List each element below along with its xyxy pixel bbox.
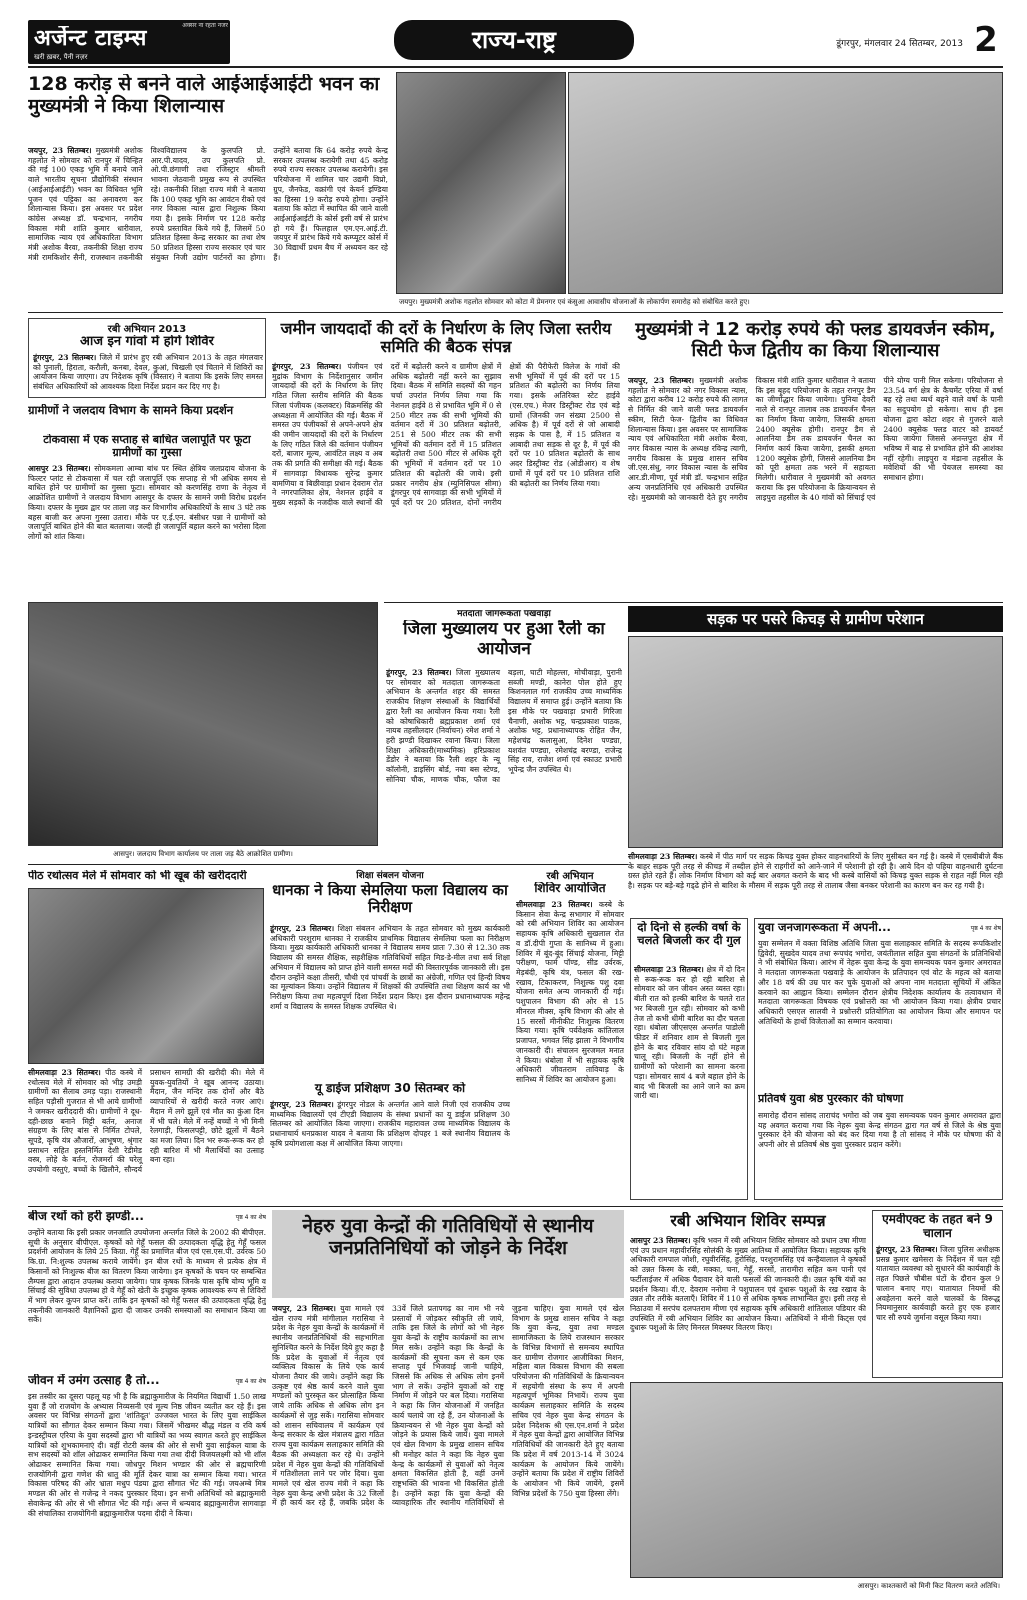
story-pith-fair	[28, 868, 264, 1200]
story-youth-awareness	[754, 918, 1003, 1200]
award-headline: प्रतिवर्ष युवा श्रेष्ठ पुरस्कार की घोषणा	[758, 1093, 904, 1105]
story-land-rates	[272, 318, 620, 598]
logo-tagline-top: अक्सर ना रहता नजर	[182, 22, 228, 29]
pith-photo	[28, 888, 264, 1064]
nehru-body	[272, 1304, 624, 1586]
rabidone-photo-caption: आसपुर। काश्तकारों को मिनी किट वितरण करते अतिथि।	[857, 1582, 1000, 1590]
rabi2013-body	[33, 353, 263, 397]
mv-body	[876, 1245, 1000, 1377]
land-body	[272, 362, 620, 596]
rule-row2	[384, 602, 1003, 603]
life-body: इस तस्वीर का दूसरा पहलू यह भी है कि ब्रह्माकुमारीज के नियमित विद्यार्थी 1.50 लाख युवा हैं जो राजयोग के अभ्यास निव्यसनी एवं मूल्य निष्ठ जीवन व्यतीत कर रहे हैं। इस अवसर पर विभिन्न संगठनों द्वारा 'शांतिदूत' उज्जवल भारत के लिए युवा साईकिल यात्रियों का सौगात देकर सम्मान किया गया। जिसमें भीखमर बौद्ध मंडल व रवि कर्ष इन्डस्ट्रीयल एरिया के युवा सदस्यों द्वारा भी यात्रियों का भव्य स्वागत करते हुए साईकिल यात्रियों को शुभकामनाएं दी। वहीं रोटरी क्लब की ओर से सभी युवा साईकल यात्रा के सभ सदस्यों को शॉल ओढाकर सम्मानित किया गया तथा दीदी विजयलक्ष्मी को भी शॉल ओढाकर सम्मानित किया गया। जोधपुर मिशन भण्डार की ओर से ब्रह्मचारिणी राजयोगिनी द्वारा गणेश की धातु की मूर्ति देकर यात्रा का सम्मान किया गया। भारत विकास परिषद की ओर भ्राता मधुप पंडया द्वारा सौगात भेंट की गई। जयअम्बे मित्र मण्डल की ओर से गजेन्द्र ने नकद पुरस्कार दिया। इन सभी अतिथियों को ब्रह्माकुमारी सेवाकेन्द्र की ओर से भी सौगात भेंट की गई। अन्त में धन्यवाद ब्रह्माकुमारीज सागवाड़ा की संचालिका राजयोगिनी ब्रह्माकुमारीज पदमा दीदी ने किया।	[28, 1392, 266, 1518]
protest-body-text: सोमकमला आम्बा बांध पर स्थित क्षेत्रिय जलप्रदाय योजना के फिल्टर प्लांट से टोकवासा में चल रही जलापूर्ति एक सप्ताह से भी अधिक समय से बाधित होने पर ग्रामीणों का गुस्सा फूटा। सोमवार को करणसिंह राणा के नेतृत्व में आक्रोशित ग्रामीणों ने जलदाय विभाग आसपुर के दफ्तर के सामने जमी विरोध प्रदर्शन किया। दफ्तर के मुख्य द्वार पर ताला जड़ कर विभागीय अधिकारियों के साथ 3 घंटे तक बहस बाजी कर अपना गुस्सा उतारा। मौके पर ए.ई.एन. बंसीधर पन्ना ने ग्रामीणों को जलापूर्ति बाधित होने की बात बतलाया। जल्दी ही जलापूर्ति बहाल करने का भरोसा दिला लोगों को शांत किया।	[28, 464, 266, 542]
rabidone-headline: रबी अभियान शिविर सम्पन्न	[670, 1212, 826, 1230]
rabidone-body-text: कृषि भवन में रबी अभियान शिविर सोमवार को प्रधान उषा मीणा एवं उप प्रधान महावीरसिंह सोलंकी के मुख्य आतिथ्य में आयोजित किया। सहायक कृषि अधिकारी रामपाल जोशी, रघुवीरसिंह, हुरोसिंह, परशुरामसिंह एवं कन्हैयालाल ने कृषकों को उन्नत किस्म के रबी, मक्का, चना, गेहूँ, सरसों, तारामीरा सहित कम पानी एवं फर्टीलाईजर में अधिक पैदावार देने वाली फसलों की जानकारी दी। उन्नत कृषि यंत्रों का प्रदर्शन किया। वी.ए. देवराम ननोमा ने पशुपालन एवं दुधारू पशुओं के रख रखाव के उन्नत तौर तरीके बतलाएँ। शिविर में 110 से अधिक कृषक लाभान्वित हुए। इसी तरह से निठाउवा में सरपंच दलपतराम मीणा एवं सहायक कृषि अधिकारी शांतिलाल पडियार की उपस्थिति में रबी अभियान शिविर का आयोजन किया। अतिथियों ने मीनी किट्स एवं दुधारू पशुओं के लिए मिनरल मिक्स्चर वितरण किए।	[630, 1236, 866, 1333]
land-body-text: पंजीयन एवं मुद्रांक विभाग के निर्देशानुसार जमीन जायदादों की दरों के निर्धारण के लिए गठित जिला स्तरीय समिति की बैठक जिला पंजीयक (कलक्टर) विक्रमसिंह की अध्यक्षता में आयोजित की गई। बैठक में समस्त उप पंजीयकों से अपने-अपने क्षेत्र की जमीन जायदादों की दरों के निर्धारण के लिए गठित जिले की वर्तमान पंजीयन दरों, बाजार मूल्य, आवंटित लक्ष्य व अब तक की प्रगति की समीक्षा की गई। बैठक में सागवाड़ा विधायक सुरेन्द्र कुमार बामणिया व बिछीवाड़ा प्रधान देवराम रोत ने नगरपालिका क्षेत्र, नेशनल हाईवे व मुख्य सड़कों के नजदीक वाले स्थानों की दरों में बढ़ोतरी करने व ग्रामीण क्षेत्रों में अधिक बढ़ोतरी नहीं करने का सुझाव दिया। बैठक में समिति सदस्यों की गहन चर्चा उपरांत निर्णय लिया गया कि नेशनल हाईवे 8 से प्रभावित भूमि में 0 से 250 मीटर तक की सभी भूमियों की वर्तमान दरों में 30 प्रतिशत बढ़ोतरी, 251 से 500 मीटर तक की सभी भूमियों की वर्तमान दरों में 15 प्रतिशत बढ़ोतरी तथा 500 मीटर से अधिक दूरी की भूमियों में वर्तमान दरों पर 10 प्रतिशत की बढ़ोतरी की जाये। इसी प्रकार नगरीय क्षेत्र (म्युनिसिपल सीमा) डूंगरपुर एवं सागवाड़ा की सभी भूमियों में पूर्व दरों पर 20 प्रतिशत, दोनों नगरीय क्षेत्रों की पैरीफेरी विलेज के गांवों की सभी भूमियों में पूर्व की दरों पर 15 प्रतिशत की बढ़ोतरी का निर्णय लिया गया। इसके अतिरिक्त स्टेट हाईवे (एस.एच.) मेजर डिस्ट्रीक्ट रोड एवं बड़े ग्रामों (जिनकी जन संख्या 2500 से अधिक है) में पूर्व दरों से जो आबादी सड़क के पास है, में 15 प्रतिशत व आबादी तथा सड़क से दूर है, में पूर्व की दरों पर 10 प्रतिशत बढ़ोतरी के साथ अदर डिस्ट्रीक्ट रोड (ओडीआर) व शेष ग्रामों में पूर्व दरों पर 10 प्रतिशत राशि की बढ़ोतरी का निर्णय लिया गया।	[272, 362, 620, 508]
logo-text: अर्जेन्ट टाइम्स	[34, 26, 147, 51]
story-life-joy	[28, 1374, 266, 1588]
story-flood	[628, 318, 1003, 598]
rule-row1	[28, 312, 1003, 313]
story-rabi-2013	[28, 318, 266, 398]
masthead-rule	[28, 66, 1003, 68]
rally-headline: जिला मुख्यालय पर हुआ रैली का आयोजन	[403, 620, 605, 659]
rabicamp-headline: शिविर आयोजित	[534, 882, 606, 895]
flood-body	[628, 376, 1003, 596]
story-mv-act	[872, 1210, 1003, 1378]
rule-row3	[28, 864, 628, 865]
rally-kicker: मतदाता जागरूकता पखवाड़ा	[457, 609, 551, 619]
rabidone-body	[630, 1236, 866, 1376]
udise-body	[270, 1100, 510, 1198]
seed-body: उन्होंने बताया कि इसी प्रकार जनजाति उपयोजना अन्तर्गत जिले के 2002 की बीपीएल. सूची के अनुसार बीपीएल. कृषकों को गेहूँ फसल की उत्पादकता वृद्धि हेतु गेहूँ फसल प्रदर्शनी आयोजन के लिये 25 किग्रा. गेहूँ का प्रमाणित बीज एवं एस.एस.पी. उर्वरक 50 कि.ग्रा. नि:शुल्क उपलब्ध कराये जायेंगे। इन बीज रथों के माध्यम से प्रत्येक क्षेत्र में किसानों को निःशुल्क बीज का वितरण किया जायेगा। इन कृषकों के चयन पर सम्बन्धित लैम्पस द्वारा आदान उपलब्ध कराया जायेगा। पात्र कृषक जिनके पास कृषि योग्य भूमि व सिंचाई की सुविधा उपलब्ध हो वे गेहूँ को खेती के इच्छुक कृषक आवश्यक रूप से शिविरों में भाग लेकर कूपन प्राप्त करें। ताकि इन कृषकों को गेहूँ फसल की उत्पादकता वृद्धि हेतु तकनीकी जानकारी वैज्ञानिकों द्वारा दी जाकर उनकी समस्याओं का समाधान किया जा सकें।	[28, 1228, 266, 1325]
rabicamp-body-text: कस्बे के किसान सेवा केन्द्र सभागार में सोमवार को रबी अभियान शिविर का आयोजन सहायक कृषि अधिकारी सुखलाल रोत व डॉ.दीपी गुप्ता के सानिध्य में हुआ। शिविर में बूंद-बूंद सिंचाई योजना, मिट्टी परीक्षण, फार्म पॉण्ड, सीड उर्वरक, मेड़बंदी, कृषि यंत्र, फसल की रख-रखाव, टिकाकरण, निशुल्क पशु दवा योजना समेत अन्य जानकारी दी गई। पशुपालन विभाग की ओर से 15 मीनरल मीक्स, कृषि विभाग की ओर से 15 सरसों मीनीकीट निःशुल्क वितरण किया गया। कृषि पर्यवेक्षक कांतिलाल प्रजापत, भगवत सिंह झाला ने विभागीय जानकारी दी। संचालन सुरजमल मनात ने किया। धंबोला में भी सहायक कृषि अधिकारी जीवतराम तावियाड़ के सानिध्य में शिविर का आयोजन हुआ।	[516, 900, 624, 1084]
rabi2013-dateline: डूंगरपुर, 23 सितम्बर।	[33, 353, 97, 362]
protest-headline: ग्रामीणों ने जलदाय विभाग के सामने किया प्रदर्शन	[28, 404, 234, 417]
story-iiit	[28, 72, 618, 308]
iiit-photo-cm	[396, 72, 566, 294]
story-nehru-yuva	[272, 1210, 624, 1588]
pith-body-text: पीठ कस्बे में रथोत्सव मेले में सोमवार को भीड़ उमड़ी ग्रामीणों का सैलाब उमड़ पड़ा। राजस्थानी सहित पड़ौसी गुजरात से भी आये ग्रामीणों ने जमकर खरीददारी की। ग्रामीणों ने दूध-दही-छाछ बनाने मिट्टी बर्तन, अनाज संग्रहण के लिए बांस से निर्मित टोपले, सूपडे, कृषि यंत्र औजारों, आभूषण, श्रृंगार प्रसाधन सहित हस्तनिर्मित देशी रेडीमेड वस्त्र, लोहे के बर्तन, रोजमर्रा की घरेलू उपयोगी वस्तुएं, बच्चों के खिलौने, सौन्दर्य प्रसाधन सामग्री की खरीदी की। मेले में युवक-युवतियों ने खूब आनन्द उठाया। मैदान, जैन मन्दिर तक दोनों और बैठे व्यापारियों से खरीदी करते नजर आएं। मैदान में लगे झूलें एवं मौत का कुंआ दिन में भी चले। मेले में नन्हें बच्चों ने भी मिनी रेलगाड़ी, फिसलपट्टी, छोटे झूलों में बैठने का मजा लिया। दिन भर रूक-रूक कर हो रही बारिश में भी मैलार्थियों का उत्साह बना रहा।	[28, 1068, 264, 1175]
rule-row4	[28, 1206, 1003, 1207]
rain-body-text: क्षेत्र में दो दिन से रूक-रूक कर हो रही बारिश से सोमवार को जन जीवन अस्त व्यस्त रहा। बीती रात को हल्की बारिश के चलते रात भर बिजली गुल रही। सोमवार को कभी तेज तो कभी धीमी बारिश का दौर चलता रहा। धंबोला जीएसएस अन्तर्गत पाडोली फीडर में शनिवार शाम से बिजली गुल होने के बाद रविवार सांय दो घंटे महज चालू रही। बिजली के नहीं होने से ग्रामीणों को परेशानी का सामना करना पड़ा। सोमवार सायं 4 बजे बहाल होने के बाद भी बिजली का आने जाने का क्रम जारी था।	[634, 965, 745, 1101]
logo-tagline-bottom: खरी ख़बर, पैनी नज़र	[34, 53, 88, 61]
pith-headline: पीठ रथोत्सव मेले में सोमवार को भी खूब की खरीददारी	[28, 870, 247, 882]
youth-headline: युवा जनजागरूकता में अपनी...	[758, 921, 891, 934]
dhanka-dateline: डूंगरपुर, 23 सितम्बर।	[270, 924, 335, 933]
protest-body	[28, 464, 266, 594]
story-rabi-camp	[516, 868, 624, 1200]
protest-photo	[28, 602, 378, 846]
rally-body-text: जिला मुख्यालय पर सोमवार को मतदाता जागरूकता अभियान के अन्तर्गत शहर की समस्त राजकीय शिक्षण संस्थाओं के विद्यार्थियों द्वारा रैली का आयोजन किया गया। रैली को कोषाधिकारी ब्रह्मप्रकाश शर्मा एवं नायब तहसीलदार (निर्वाचन) रमेश शर्मा ने हरी झण्डी दिखाकर रवाना किया। जिला शिक्षा अधिकारी(माध्यमिक) हरिप्रकाश डेंडोर ने बताया कि रैली शहर के न्यू कॉलोनी, डाइसिंग बोर्ड, नया बस स्टेण्ड, सोनिया चौक, माणक चौक, फौज का बड़ला, घाटी मोहल्ला, मोचीवाड़ा, पुरानी सब्जी मण्डी, कानेरा पोल होते हुए किशनलाल गर्ग राजकीय उच्च माध्यमिक विद्यालय में समाप्त हुई। उन्होंने बताया कि इस मौके पर पखवाड़ा प्रभारी गिरिजा चैनाणी, अशोक भट्ट, चन्द्रप्रकाश पाठक, अशोक भट्ट, प्रधानाध्यापक रोहित जैन, महेशचंद्र कलासुआ, दिनेश पण्ड्या, यशवंत पण्ड्या, रमेशचंद्र बरण्डा, राजेन्द्र सिंह राव, राजेश शर्मा एवं स्काउट प्रभारी भूपेन्द्र जैन उपस्थित थे।	[386, 668, 622, 784]
rain-body	[634, 965, 745, 1197]
life-jump: पृष्ठ 4 का शेष	[235, 1378, 266, 1385]
flood-body-text: मुख्यमंत्री अशोक गहलोत ने सोमवार को नगर विकास न्यास, कोटा द्वारा करीब 12 करोड़ रुपये की लागत से निर्मित की जाने वाली फ्लड डायवर्जन स्कीम, सिटी फेज- द्वितीय का विधिवत शिलान्यास किया। इस अवसर पर सामाजिक न्याय एवं अधिकारिता मंत्री अशोक बैरवा, नगर विकास न्यास के अध्यक्ष रविन्द्र त्यागी, नगरीय विकास के प्रमुख शासन सचिव जी.एस.संधु, नगर विकास न्यास के सचिव आर.डी.मीणा, पूर्व मंत्री डॉ. चन्द्रभान सहित अन्य जनप्रतिनिधि एवं अधिकारी उपस्थित रहे। मुख्यमंत्री को जानकारी देते हुए नगरीय विकास मंत्री शांति कुमार धारीवाल ने बताया कि इस बृहद परियोजना के तहत रानपुर डैम का जीर्णोद्धार किया जायेगा। पुनिया देवरी नाले से रानपुर तालाब तक डायवर्जन चैनल का निर्माण किया जायेगा, जिसकी क्षमता 2400 क्यूसेक होगी। रानपुर डैम से आलनिया डैम तक डायवर्जन चैनल का निर्माण कार्य किया जायेगा, इसकी क्षमता 1200 क्यूसेक होगी, जिससे आलनिया डैम को पूरी क्षमता तक भरने में सहायता मिलेगी। धारीवाल ने मुख्यमंत्री को अवगत कराया कि इस परियोजना के क्रियान्वयन से लाइपुरा तहसील के 40 गांवों को सिंचाई एवं पीने योग्य पानी मिल सकेगा। परियोजना से 23.54 वर्ग क्षेत्र के कैचमेंट एरिया में वर्षा बह रहे तथा व्यर्थ बहने वाले वर्षा के पानी का सदुपयोग हो सकेगा। साथ ही इस योजना द्वारा कोटा शहर से गुजरने वाले 2400 क्यूसेक फ्लड वाटर को डायवर्ट किया जायेगा जिससे अनन्तपुरा क्षेत्र में भविष्य में बाढ़ से प्रभावित होने की आशंका नहीं रहेगी। लाइपुरा व मंडाना तहसील के मवेशियों की भी पेयजल समस्या का समाधान होगा।	[628, 376, 1003, 502]
mud-dateline: सीमलवाड़ा 23 सितम्बर।	[628, 852, 698, 861]
mud-headline: सड़क पर पसरे किचड़ से ग्रामीण परेशान	[628, 606, 1003, 632]
story-protest	[28, 402, 266, 596]
iiit-headline: 128 करोड़ से बनने वाले आईआईआईटी भवन का मुख्यमंत्री ने किया शिलान्यास	[28, 74, 380, 117]
logo-block	[28, 20, 230, 64]
mud-body	[628, 852, 1003, 912]
story-dhanka	[270, 868, 510, 1078]
mv-dateline: डूंगरपुर, 23 सितम्बर।	[876, 1245, 938, 1254]
mud-body-text: कस्बे में पीठ मार्ग पर सड़क किचड़ युक्त होकर वाहनधारियों के लिए मुसीबत बन गई है। कस्बे में एसबीबीजे बैंक के बाहर सड़क पूरी तरह से कीचड़ में तब्दील होने से राहगीरों को आने-जाने में परेशानी हो रही है। आये दिन दो पहिया वाहनधारी दुर्घटना ग्रस्त होते रहते हैं। लोक निर्माण विभाग को कई बार अवगत कराने के बाद भी कस्बे वासियों को किचड़ युक्त सड़क से राहत नहीं मिल रही है। सड़क पर बड़े-बड़े गड्‌ढे होने से बारिश के मौसम में सड़क पूरी तरह से तालाब जैसा बनकर परेशानी का कारण बन कर रह गयी है।	[628, 852, 1003, 891]
dhanka-kicker: शिक्षा संबलन योजना	[356, 871, 424, 881]
iiit-body-text: मुख्यमंत्री अशोक गहलोत ने सोमवार को रानपुर में चिन्हित की गई 100 एकड़ भूमि में बनाये जाने वाले भारतीय सूचना प्रौद्योगिकी संस्थान (आईआईआईटी) भवन का विधिवत भूमि पूजन एवं पट्टिका का अनावरण कर शिलान्यास किया। इस अवसर पर प्रदेश कांग्रेस अध्यक्ष डॉ. चन्द्रभान, नगरीय विकास मंत्री शांति कुमार धारीवाल, सामाजिक न्याय एवं अधिकारिता विभाग मंत्री अशोक बैरवा, तकनीकी शिक्षा राज्य मंत्री रामकिशोर सैनी, राजस्थान तकनीकी विश्वविद्यालय के कुलपति प्रो. आर.पी.यादव, उप कुलपति प्रो. ओ.पी.छंगाणी तथा रजिस्ट्रार श्रीमती भावना जेठवानी प्रमुख रूप से उपस्थित रहे। तकनीकी शिक्षा राज्य मंत्री ने बताया कि 100 एकड़ भूमि का आवंटन रीको एवं नगर विकास न्यास द्वारा निशुल्क किया गया है। इसके निर्माण पर 128 करोड़ रुपये प्रस्तावित किये गये हैं, जिसमें 50 प्रतिशत हिस्सा केन्द्र सरकार का तथा शेष 50 प्रतिशत हिस्सा राज्य सरकार एवं चार संयुक्त निजी उद्योग पार्टनरों का होगा। उन्होंने बताया कि 64 करोड़ रुपये केन्द्र सरकार उपलब्ध करायेगी तथा 45 करोड़ रुपये राज्य सरकार उपलब्ध करायेगी। इस परियोजना में शामिल चार उद्यमी विप्रो, ग्रुप, जैनफेड, वक्रांगी एवं केयर्न इण्डिया का हिस्सा 19 करोड़ रुपये होगा। उन्होंने बताया कि कोटा में स्थापित की जाने वाली आईआईआईटी के कोर्स इसी वर्ष से प्रारंभ हो गये हैं। फिलहाल एम.एन.आई.टी. जयपुर में प्रारंभ किये गये कम्प्यूटर कोर्स में 30 विद्यार्थी प्रथम बैच में अध्ययन कर रहे हैं।	[28, 146, 388, 262]
rabi2013-body-text: जिले में प्रारंभ हुए रबी अभियान 2013 के तहत मंगलवार को पुनाली, हिराता, करौली, कनबा, देवल, कुआं, चिखली एवं चिताने में शिविरों का आयोजन किया जाएगा। उप निदेशक कृषि (विस्तार) ने बताया कि इसके लिए समस्त संबंधित अधिकारियों को आवश्यक दिशा निर्देश प्रदान कर दिए गए है।	[33, 353, 263, 392]
iiit-photo-caption: जयपुर। मुख्यमंत्री अशोक गहलोत सोमवार को कोटा में प्रेमनगर एवं कंसुआ आवासीय योजनाओं के लोकार्पण समारोह को संबोधित करते हुए।	[399, 298, 750, 306]
rabicamp-kicker: रबी अभियान	[546, 871, 594, 882]
rain-headline: दो दिनो से हल्की वर्षा के चलते बिजली कर दी गुल	[637, 921, 741, 948]
udise-dateline: डूंगरपुर, 23 सितम्बर।	[270, 1100, 334, 1109]
rabi2013-kicker: रबी अभियान 2013	[107, 324, 187, 335]
rally-body	[386, 668, 622, 858]
story-voter-rally	[386, 606, 622, 860]
story-mud-road	[628, 606, 1003, 914]
protest-photo-caption: आसपुर। जलदाय विभाग कार्यालय पर ताला जड़ बैठे आक्रोशित ग्रामीण।	[113, 850, 293, 858]
dhanka-body-text: शिक्षा संबलन अभियान के तहत सोमवार को मुख्य कार्यकारी अधिकारी परशुराम धानका ने राजकीय प्राथमिक विद्यालय सेमलिया फला का निरीक्षण किया। मुख्य कार्यकारी अधिकारी धानका ने विद्यालय समय प्रातः 7.30 से 12.30 तक विद्यालय की समस्त शैक्षिक, सहशैक्षिक गतिविधियों सहित मिड-डे-मील तथा सर्व शिक्षा अभियान में विद्यालय को प्राप्त होने वाली समस्त मदों की विस्तारपूर्वक जानकारी ली। इस दौरान उन्होंने कक्षा तीसरी, चौथी एवं पांचवीं के छात्रों का अंग्रेजी, गणित एवं हिन्दी विषय का मूल्यांकन किया। उन्होंने विद्यालय में शिक्षकों की उपस्थिति तथा शिक्षण कार्य का भी निरीक्षण किया तथा महत्वपूर्ण दिशा निर्देश प्रदान किए। इस दौरान प्रधानाध्यापक महेन्द्र शर्मा व विद्यालय के समस्त शिक्षक उपस्थित थे।	[270, 924, 510, 1011]
story-seed-chariot	[28, 1210, 266, 1370]
rain-dateline: सीमलवाड़ा 23 सितम्बर।	[634, 965, 704, 974]
award-body: समारोह दौरान सांसद ताराचंद भगोरा को जब युवा समन्वयक पवन कुमार अमरावत द्वारा यह अवगत कराया गया कि नेहरू युवा केन्द्र संगठन द्वारा गत वर्ष से जिले के श्रेष्ठ युवा पुरस्कार देने की योजना को बंद कर दिया गया है तो सांसद ने मौके पर घोषणा की वे अपनी ओर से प्रतिवर्ष श्रेष्ठ युवा पुरस्कार प्रदान करेंगे।	[758, 1111, 1001, 1150]
dhanka-headline: धानका ने किया सेमलिया फला विद्यालय का निरीक्षण	[272, 882, 508, 917]
mv-body-text: जिला पुलिस अधीक्षक प्रसन्न कुमार खमेसरा के निर्देशन में चल रही यातायात व्यवस्था को सुधारने की कार्यवाही के तहत पिछले चौबीस घंटों के दौरान कुल 9 चालान बनाए गए। यातायात नियमों की अवहेलना करने वाले चालकों के विरूद्ध नियमानुसार कार्यवाही करते हुए एक हजार चार सौ रुपये जुर्माना वसूल किया गया।	[876, 1245, 1000, 1323]
land-dateline: डूंगरपुर, 23 सितम्बर।	[272, 362, 342, 371]
rabidone-dateline: आसपुर 23 सितम्बर।	[630, 1236, 691, 1245]
nehru-body-text: युवा मामले एवं खेल राज्य मंत्री मांगीलाल गरासिया ने प्रदेश के नेहरु युवा केन्द्रों के कार्यक्रमों में स्थानीय जनप्रतिनिधियों की सहभागिता सुनिश्चित करने के निर्देश दिये हुए कहा है कि प्रदेश के युवाओं में नेतृत्व एवं व्यक्तित्व विकास के लिये एक कार्य योजना तैयार की जाये। उन्होंने कहा कि उत्कृष्ट एवं श्रेष्ठ कार्य करने वाले युवा मण्डलों को पुरस्कृत कर प्रोत्साहित किया जाये ताकि अधिक से अधिक लोग इन कार्यक्रमों से जुड़ सकें। गरासिया सोमवार को शासन सचिवालय में कार्यक्रम एवं केन्द्र सरकार के खेल मंत्रालय द्वारा गठित राज्य युवा कार्यक्रम सलाहकार समिति की बैठक की अध्यक्षता कर रहे थे। उन्होंने प्रदेश में नेहरु युवा केन्द्रों की गतिविधियों में गतिशीलता लाने पर जोर दिया। युवा मामले एवं खेल राज्य मंत्री ने कहा कि नेहरु युवा केन्द्र अभी प्रदेश के 32 जिलों में ही कार्य कर रहे हैं, जबकि प्रदेश के 33वें जिले प्रतापगढ़ का नाम भी नये प्रस्तावों में जोड़कर स्वीकृति ली जाये, ताकि इस जिले के लोगों को भी नेहरु युवा केन्द्रों के राष्ट्रीय कार्यक्रमों का लाभ मिल सके। उन्होंने कहा कि केन्द्रों के कार्यक्रमों की सूचना कम से कम एक सप्ताह पूर्व भिजवाई जानी चाहिये, जिससे कि अधिक से अधिक लोग इनमें भाग ले सकें। उन्होंने युवाओं को राष्ट्र निर्माण में जोड़ने पर बल दिया। गरासिया ने कहा कि जिन योजनाओं में जनहित कार्य चलाये जा रहे हैं, उन योजनाओं के क्रियान्वयन से भी नेहरु युवा केन्द्रों को जोड़ने के प्रयास किये जायें। युवा मामले एवं खेल विभाग के प्रमुख शासन सचिव श्री मनोहर कांत ने कहा कि नेहरु युवा केन्द्र के कार्यक्रमों से युवाओं को नेतृत्व क्षमता विकसित होती है, वहीं उनमें राष्ट्रभक्ति की भावना भी विकसित होती है। उन्होंने कहा कि युवा केन्द्रों की व्यावहारिक तौर स्थानीय गतिविधियों से जुड़ना चाहिए। युवा मामले एवं खेल विभाग के प्रमुख शासन सचिव ने कहा कि युवा केन्द्र, युवा तथा मण्डल सामाजिकता के लिये राजस्थान सरकार के विभिन्न विभागों से समन्वय स्थापित कर ग्रामीण रोजगार आजीविका मिशन, महिला बाल विकास विभाग की सबला परियोजना की गतिविधियों के क्रियान्वयन में सहयोगी संस्था के रूप में अपनी महत्वपूर्ण भूमिका निभायें। राज्य युवा कार्यक्रम सलाहकार समिति के सदस्य सचिव एवं नेहरु युवा केन्द्र संगठन के प्रदेश निदेशक श्री एस.एन.शर्मा ने प्रदेश में नेहरु युवा केन्द्रों द्वारा आयोजित विभिन्न गतिविधियों की जानकारी देते हुए बताया कि प्रदेश में वर्ष 2013-14 में 3024 कार्यक्रम के आयोजन किये जायेंगे। उन्होंने बताया कि प्रदेश में राष्ट्रीय शिविरों के आयोजन भी किये जायेंगे, इसमें विभिन्न प्रदेशों के 750 युवा हिस्सा लेंगे।	[272, 1304, 624, 1508]
dhanka-body	[270, 924, 510, 1076]
youth-body: युवा सम्मेलन में वक्ता विशिष्ठ अतिथि जिला युवा सलाहकार समिति के सदस्य रूपकिशोर द्विवेदी, सुखदेव यादव तथा रूपचंद भगोरा, जयंतीलाल सहित युवा संगठनों के प्रतिनिधियों ने भी संबोधित किया। आरंभ में नेहरू युवा केन्द्र के युवा समन्वयक पवन कुमार अमरावत ने मतदाता जागरूकता पखवाड़े के आयोजन के प्रतिपादन एवं वोट के महत्व को बताया और 18 वर्ष की उम्र पार कर चुके युवाओं को अपना नाम मतदाता सूचियों में अंकित करवाने का आह्वान किया। सम्मेलन दौरान क्षेत्रीय निदेशक कार्यालय के तत्वावधान में मतदाता जागरूकता विषयक एवं प्रश्नोत्तरी का भी आयोजन किया गया। क्षेत्रीय प्रचार अधिकारी एसएल सालवी ने प्रश्नोत्तरी प्रतियोगिता का आयोजन किया और समापन पर अतिथियों के हाथों विजेताओं का सम्मान करवाया।	[758, 939, 1001, 1026]
protest-subhead: टोकवासा में एक सप्ताह से बाधित जलापूर्ति पर फूटा ग्रामीणों का गुस्सा	[43, 434, 251, 459]
rabidone-photo	[630, 1382, 1003, 1578]
mv-headline: एमवीएक्ट के तहत बने 9 चालान	[882, 1213, 993, 1240]
pith-body	[28, 1068, 264, 1198]
nehru-dateline: जयपुर, 23 सितम्बर।	[272, 1304, 336, 1313]
protest-dateline: आसपुर 23 सितम्बर।	[28, 464, 91, 473]
youth-jump: पृष्ठ 4 का शेष	[970, 925, 1001, 932]
land-headline: जमीन जायदादों की दरों के निर्धारण के लिए जिला स्तरीय समिति की बैठक संपन्न	[280, 320, 612, 357]
story-udise	[270, 1082, 510, 1200]
flood-dateline: जयपुर, 23 सितम्बर।	[628, 376, 695, 385]
rally-dateline: डूंगरपुर, 23 सितम्बर।	[386, 668, 452, 677]
rabi2013-headline: आज इन गांवों में होगें शिविर	[80, 335, 214, 349]
iiit-photo-crowd	[568, 72, 1003, 294]
story-rabi-done	[630, 1210, 866, 1378]
iiit-dateline: जयपुर, 23 सितम्बर।	[28, 146, 92, 155]
masthead	[28, 18, 1003, 68]
seed-headline: बीज रथों को हरी झण्डी...	[28, 1210, 144, 1223]
pith-dateline: सीमलवाड़ा 23 सितम्बर।	[28, 1068, 101, 1077]
flood-headline: मुख्यमंत्री ने 12 करोड़ रुपये की फ्लड डायवर्जन स्कीम, सिटी फेज द्वितीय का किया शिलान्यास	[635, 320, 996, 361]
iiit-body	[28, 146, 388, 306]
seed-jump: पृष्ठ 4 का शेष	[235, 1214, 266, 1221]
nehru-headline: नेहरु युवा केन्द्रों की गतिविधियों से स्थानीय जनप्रतिनिधियों को जोड़ने के निर्देश	[272, 1210, 624, 1298]
rabicamp-body	[516, 900, 624, 1198]
section-title: राज्य-राष्ट्र	[394, 20, 634, 60]
udise-body-text: डूंगरपुर नोडल के अन्तर्गत आने वाले निजी एवं राजकीय उच्च माध्यमिक विद्यालयों एवं टीएडी विद्यालय के संस्था प्रधानों का यू डाईज प्रशिक्षण 30 सितम्बर को आयोजित किया जाएगा। राजकीय महारावल उच्च माध्यमिक विद्यालय के प्रधानाचार्य धनप्रकाश यादव ने बताया कि प्रशिक्षण दोपहर 1 बजे स्थानीय विद्यालय के कृषि प्रयोगशाला कक्ष में आयोजित किया जाएगा।	[270, 1100, 510, 1148]
udise-headline: यू डाईज प्रशिक्षण 30 सितम्बर को	[314, 1082, 466, 1095]
story-rain	[630, 918, 748, 1200]
date-line: डूंगरपुर, मंगलवार 24 सितम्बर, 2013	[836, 39, 963, 49]
life-headline: जीवन में उमंग उत्साह है तो...	[28, 1374, 160, 1387]
rabicamp-dateline: सीमलवाड़ा 23 सितम्बर।	[516, 900, 593, 909]
page-number: 2	[974, 20, 998, 60]
mud-photo	[628, 636, 1003, 848]
